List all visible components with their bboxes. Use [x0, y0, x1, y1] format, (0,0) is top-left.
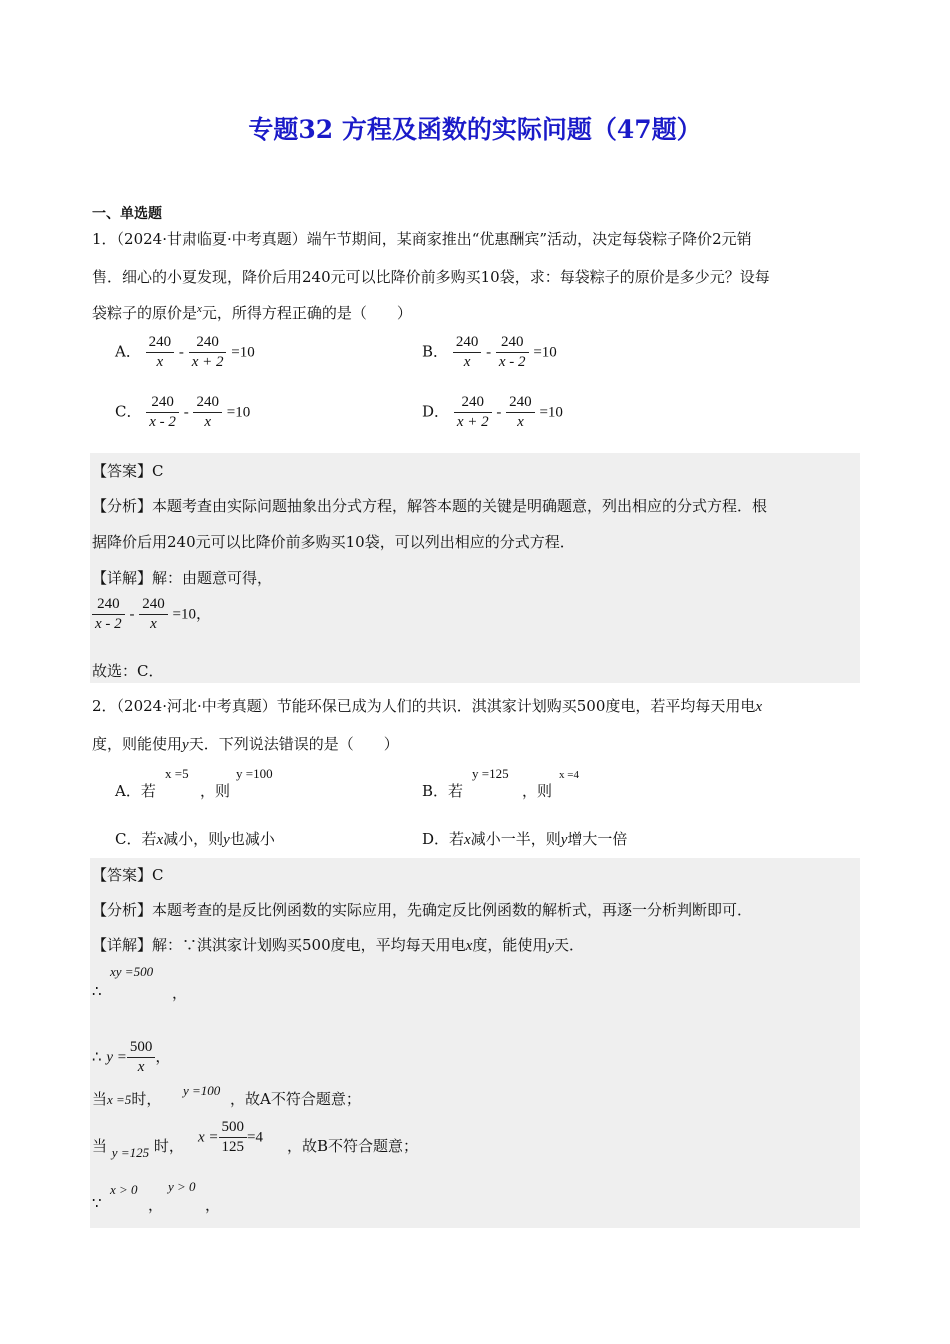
- q2-variable: y: [223, 832, 230, 848]
- option-label: A．若: [115, 782, 156, 800]
- q2-option-b-mid: ，则: [522, 782, 553, 800]
- option-text: 也减小: [229, 830, 275, 848]
- option-text: 增大一倍: [567, 830, 628, 848]
- option-text: D．若: [422, 830, 465, 848]
- fraction: [454, 393, 492, 432]
- q2-stem-text: 2．（2024·河北·中考真题）节能环保已成为人们的共识．淇淇家计划购买500度电，若平均每天用电: [92, 697, 756, 715]
- minus-sign: -: [178, 344, 184, 361]
- q1-analysis-line2: 据降价后用240元可以比降价前多购买10袋，可以列出相应的分式方程．: [92, 533, 575, 551]
- minus-sign: -: [486, 344, 492, 361]
- option-text: 减小一半，则: [470, 830, 561, 848]
- numerator: 240: [92, 595, 125, 615]
- step-text: 时，: [153, 1137, 184, 1155]
- q2-option-b-result: x =4: [559, 769, 579, 781]
- q1-option-d[interactable]: [422, 393, 563, 432]
- q2-analysis: 【分析】本题考查的是反比例函数的实际应用，先确定反比例函数的解析式，再逐一分析判断即可．: [92, 901, 753, 919]
- q1-option-a[interactable]: [115, 333, 255, 372]
- denominator: x - 2: [498, 354, 526, 370]
- equation-rhs: =10: [231, 344, 255, 361]
- q2-step5-cond2: y > 0: [168, 1179, 196, 1194]
- fraction: [92, 595, 125, 634]
- option-label: B．若: [422, 782, 464, 800]
- numerator: 500: [127, 1038, 156, 1058]
- option-label: B．: [422, 342, 449, 361]
- punctuation: ，: [205, 1196, 221, 1214]
- numerator: 240: [453, 333, 482, 353]
- q1-variable: x: [197, 303, 202, 315]
- denominator: x: [463, 354, 471, 370]
- q1-choose: 故选：C．: [92, 662, 164, 680]
- q1-stem-line2: 售．细心的小夏发现，降价后用240元可以比降价前多购买10袋，求：每袋粽子的原价是多少元？设每: [92, 268, 770, 286]
- because-symbol: ∵: [92, 1194, 102, 1212]
- denominator: x: [517, 414, 524, 430]
- q1-stem-text: 袋粽子的原价是: [92, 304, 198, 322]
- step-text: 当: [92, 1090, 108, 1108]
- q2-option-a-result: y =100: [236, 766, 273, 781]
- q2-variable: y: [182, 737, 189, 753]
- equation-rhs: =4: [247, 1129, 263, 1146]
- q2-step4-equation: [198, 1118, 263, 1157]
- equation-rhs: =10: [539, 404, 563, 421]
- option-text: C．若: [115, 830, 157, 848]
- q2-step3-conclusion: ，故A不符合题意；: [230, 1090, 361, 1108]
- denominator: x + 2: [456, 414, 489, 430]
- numerator: 240: [189, 333, 227, 353]
- option-label: D．: [422, 402, 450, 421]
- q2-step3: [92, 1088, 161, 1109]
- q2-variable: x: [755, 699, 763, 715]
- detail-text: 天．: [554, 936, 585, 954]
- numerator: 240: [193, 393, 222, 413]
- section-heading: 一、单选题: [92, 206, 162, 222]
- minus-sign: -: [183, 404, 189, 421]
- equation-rhs: =10: [172, 606, 196, 623]
- q2-step5-cond1: x > 0: [110, 1182, 138, 1197]
- q2-stem-text: 天．下列说法错误的是（ ）: [188, 735, 399, 753]
- equation-rhs: =10: [533, 344, 557, 361]
- fraction: [219, 1118, 248, 1157]
- denominator: x: [137, 1059, 145, 1075]
- option-text: 减小，则: [163, 830, 224, 848]
- equation-rhs: =10: [226, 404, 251, 421]
- numerator: 240: [496, 333, 529, 353]
- q1-option-c[interactable]: [115, 393, 250, 432]
- q2-stem-line1: [92, 695, 762, 716]
- q1-stem-line1: 1．（2024·甘肃临夏·中考真题）端午节期间，某商家推出“优惠酬宾”活动，决定每袋粽子降价2元销: [92, 230, 752, 248]
- q2-step1-equation: xy =500: [110, 964, 154, 979]
- q1-answer: 【答案】C: [92, 462, 164, 480]
- denominator: 125: [221, 1139, 245, 1155]
- condition: x =5: [107, 1092, 132, 1107]
- fraction: [453, 333, 482, 372]
- denominator: x - 2: [95, 616, 122, 632]
- denominator: x + 2: [191, 354, 224, 370]
- q2-stem-line2: [92, 733, 399, 754]
- q1-stem-text: 元，所得方程正确的是（ ）: [201, 304, 412, 322]
- denominator: x: [150, 616, 157, 632]
- numerator: 240: [146, 393, 179, 413]
- fraction: [127, 1038, 156, 1077]
- q2-option-b[interactable]: [422, 780, 463, 801]
- q2-variable: x: [465, 938, 473, 954]
- minus-sign: -: [129, 606, 135, 623]
- detail-text: 度，能使用: [472, 936, 548, 954]
- denominator: x: [156, 354, 164, 370]
- q2-answer: 【答案】C: [92, 866, 164, 884]
- numerator: 240: [506, 393, 535, 413]
- fraction: [193, 393, 222, 432]
- q2-detail: [92, 934, 584, 955]
- punctuation: ，: [155, 1047, 171, 1066]
- q2-option-c[interactable]: [115, 828, 275, 849]
- fraction: [496, 333, 529, 372]
- punctuation: ，: [195, 604, 211, 623]
- q2-step3-result: y =100: [183, 1083, 221, 1098]
- option-label: C．: [115, 402, 142, 421]
- q2-option-a-mid: ，则: [200, 782, 231, 800]
- step-text: 当: [92, 1137, 108, 1155]
- q1-stem-line3: [92, 302, 412, 323]
- numerator: 240: [146, 333, 175, 353]
- fraction: [146, 393, 179, 432]
- denominator: x - 2: [149, 414, 176, 430]
- minus-sign: -: [496, 404, 502, 421]
- punctuation: ，: [172, 984, 188, 1002]
- fraction: [146, 333, 175, 372]
- step-text: 时，: [131, 1090, 162, 1108]
- therefore-symbol: ∴: [92, 982, 102, 1000]
- q1-option-b[interactable]: [422, 333, 557, 372]
- denominator: x: [204, 414, 212, 430]
- equation-lhs: y =: [106, 1049, 127, 1066]
- q2-option-a[interactable]: [115, 780, 156, 801]
- q1-analysis-line1: 【分析】本题考查由实际问题抽象出分式方程，解答本题的关键是明确题意，列出相应的分式方程．根: [92, 497, 768, 515]
- q2-variable: y: [547, 938, 554, 954]
- page-title: 专题32 方程及函数的实际问题（47题）: [248, 115, 702, 144]
- q2-stem-text: 度，则能使用: [92, 735, 183, 753]
- fraction: [139, 595, 168, 634]
- fraction: [189, 333, 227, 372]
- q1-detail: 【详解】解：由题意可得，: [92, 569, 273, 587]
- numerator: 240: [139, 595, 168, 615]
- detail-text: 【详解】解：∵淇淇家计划购买500度电，平均每天用电: [92, 936, 466, 954]
- q2-option-d[interactable]: [422, 828, 627, 849]
- numerator: 500: [219, 1118, 248, 1138]
- q1-equation: [92, 595, 211, 634]
- fraction: [506, 393, 535, 432]
- condition: y =125: [111, 1145, 150, 1160]
- q2-variable: x: [464, 832, 471, 848]
- therefore-symbol: ∴: [92, 1047, 102, 1066]
- punctuation: ，: [148, 1196, 164, 1214]
- numerator: 240: [454, 393, 492, 413]
- q2-variable: x: [156, 832, 164, 848]
- q2-step2: [92, 1038, 170, 1077]
- q2-option-a-cond: x =5: [165, 766, 189, 781]
- q2-step4: [92, 1135, 184, 1160]
- equation-lhs: x =: [198, 1129, 219, 1146]
- q2-variable: y: [560, 832, 568, 848]
- option-label: A．: [115, 342, 141, 361]
- q2-option-b-cond: y =125: [472, 766, 509, 781]
- q2-step4-conclusion: ，故B不符合题意；: [287, 1137, 419, 1155]
